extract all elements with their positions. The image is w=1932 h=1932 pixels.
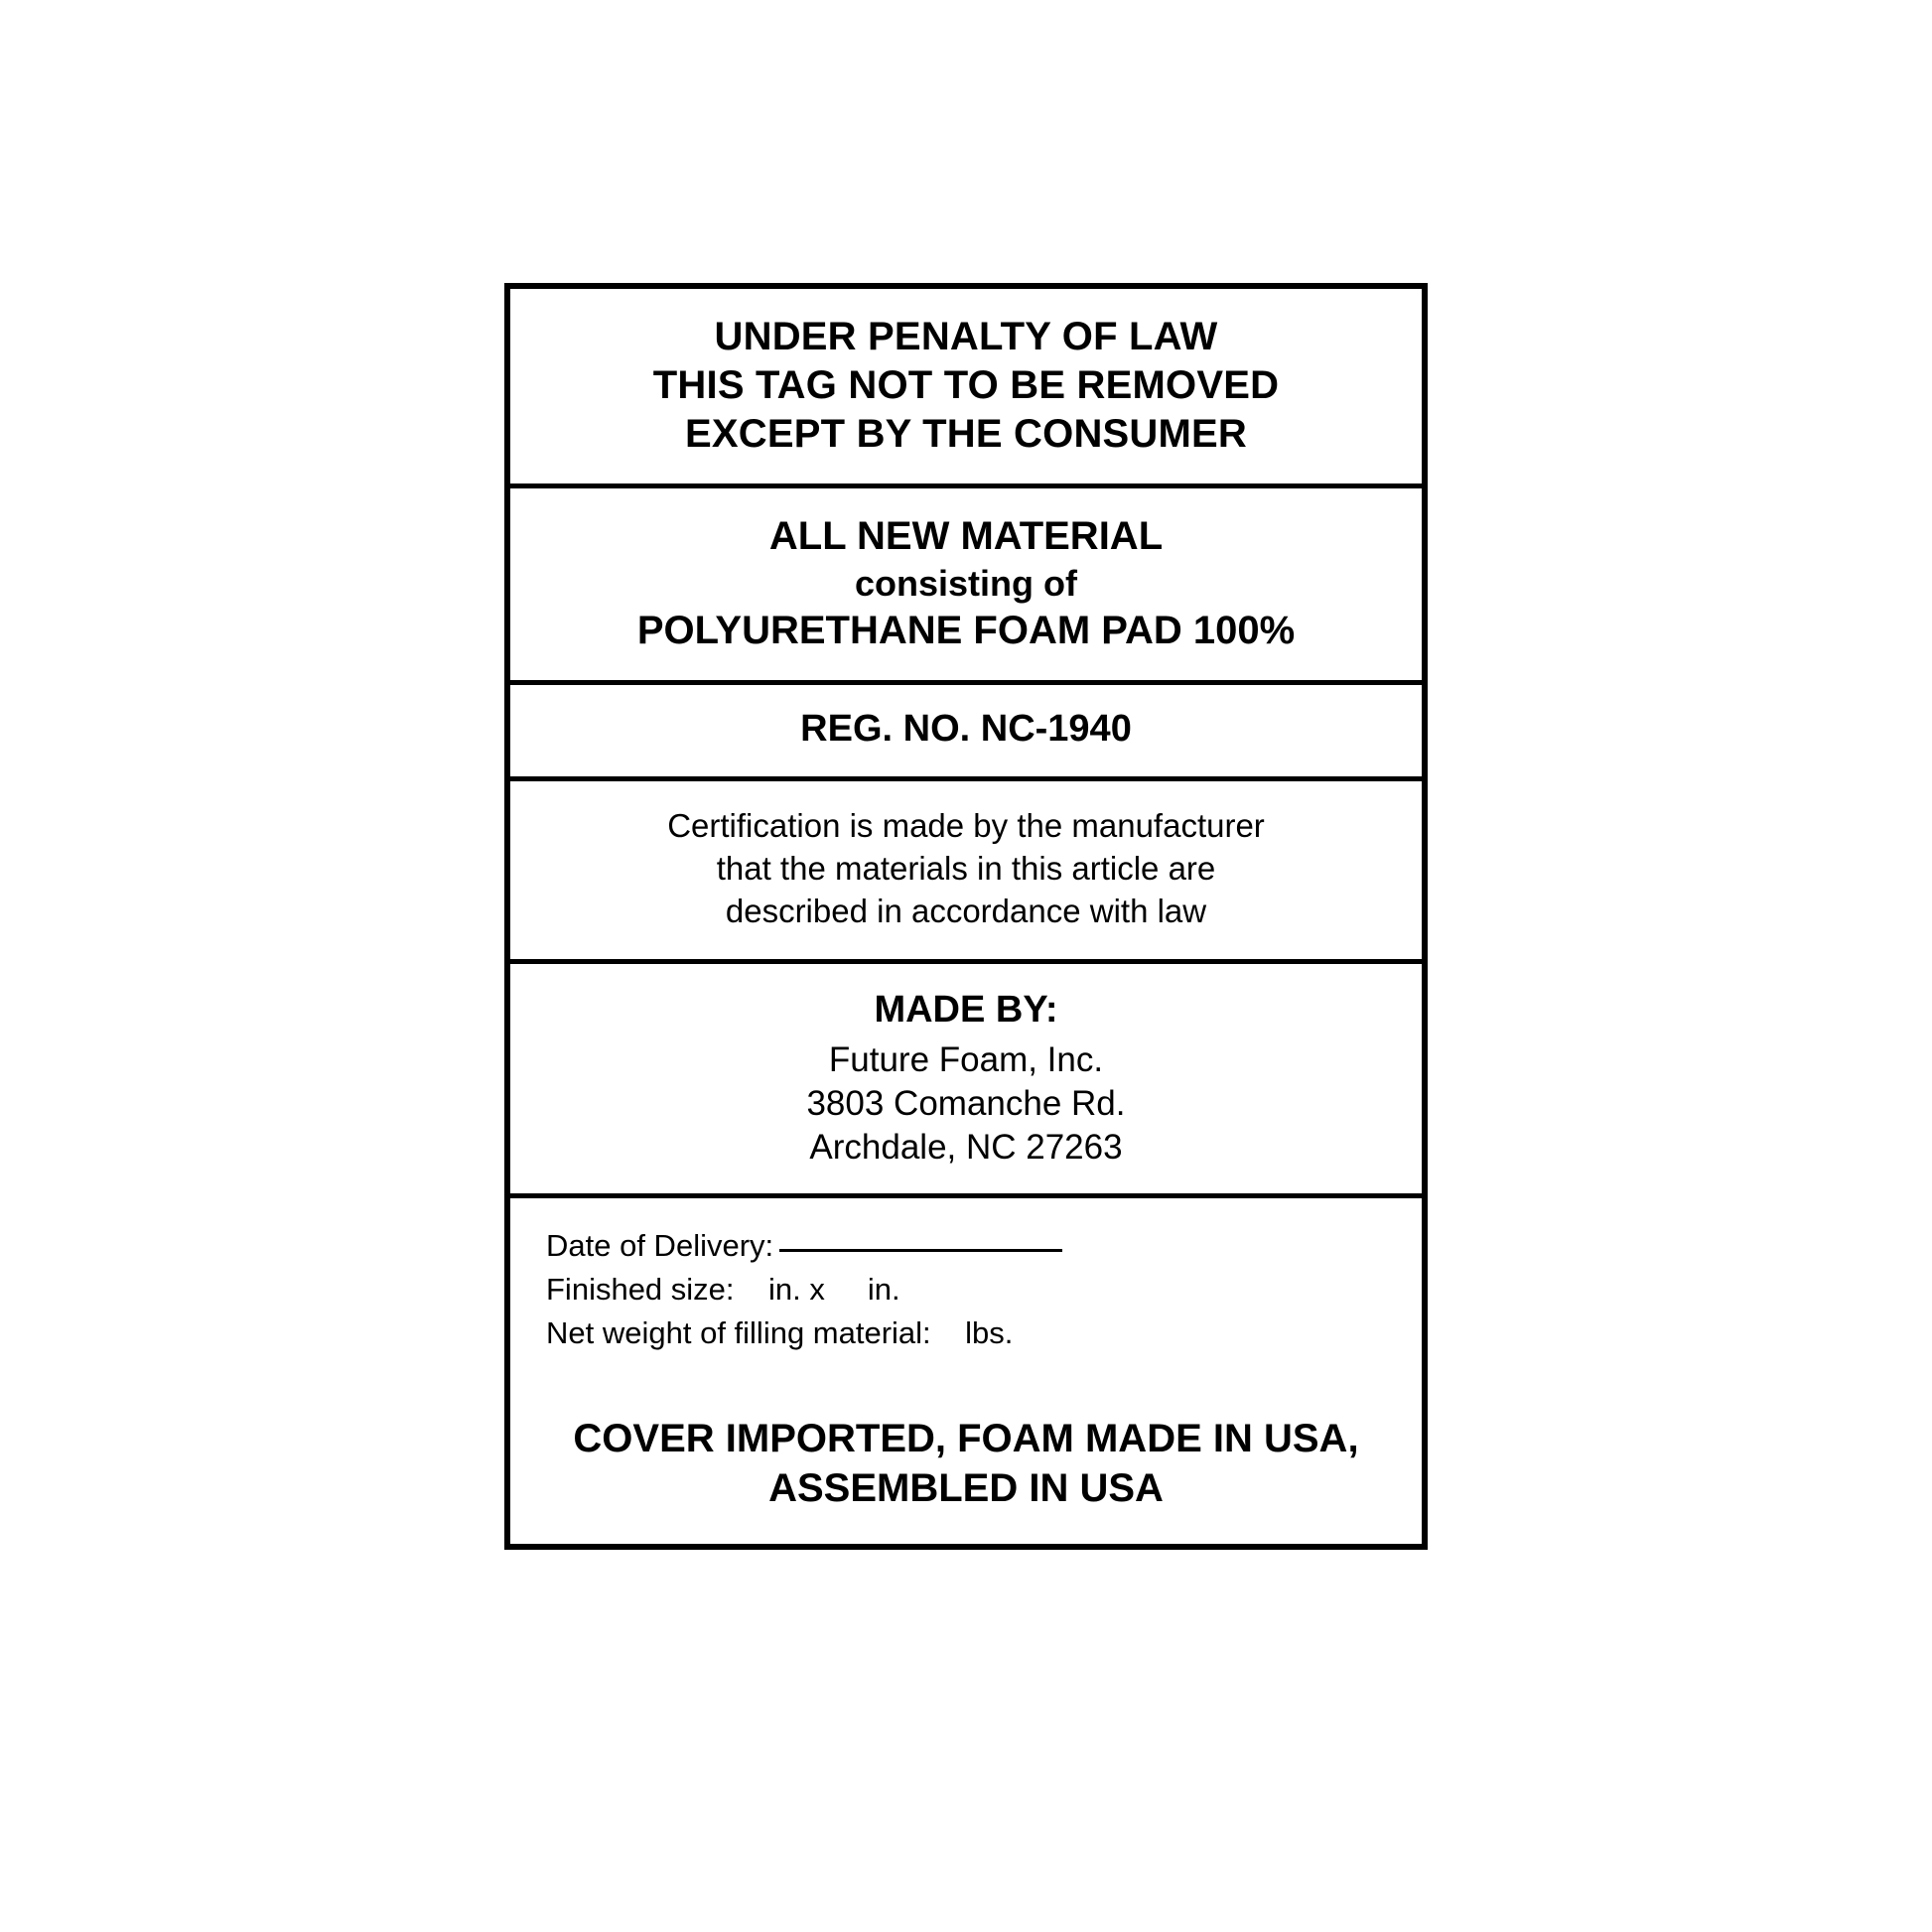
registration-number: REG. NO. NC-1940	[800, 708, 1132, 751]
material-composition: POLYURETHANE FOAM PAD 100%	[636, 608, 1296, 652]
finished-size-value[interactable]: in. x in.	[734, 1272, 900, 1308]
penalty-line-2: THIS TAG NOT TO BE REMOVED	[652, 362, 1280, 407]
finished-size-row	[510, 1268, 1422, 1311]
net-weight-label: Net weight of filling material:	[546, 1315, 931, 1351]
date-of-delivery-row	[510, 1224, 1422, 1268]
manufacturer-name: Future Foam, Inc.	[828, 1040, 1104, 1079]
net-weight-row	[510, 1311, 1422, 1355]
origin-statement	[510, 1415, 1422, 1513]
material-heading: ALL NEW MATERIAL	[768, 514, 1164, 559]
registration-section	[510, 685, 1422, 781]
certification-line-3: described in accordance with law	[725, 892, 1207, 929]
made-by-heading: MADE BY:	[874, 988, 1058, 1031]
material-consisting-of: consisting of	[855, 563, 1077, 605]
date-of-delivery-label: Date of Delivery:	[546, 1228, 774, 1264]
finished-size-label: Finished size:	[546, 1272, 735, 1308]
certification-section	[510, 781, 1422, 964]
made-by-section	[510, 964, 1422, 1199]
manufacturer-city-state-zip: Archdale, NC 27263	[809, 1128, 1123, 1168]
fill-in-fields-section	[510, 1198, 1422, 1543]
date-of-delivery-input[interactable]	[779, 1249, 1062, 1252]
manufacturer-street: 3803 Comanche Rd.	[806, 1084, 1126, 1124]
penalty-line-1: UNDER PENALTY OF LAW	[714, 315, 1218, 358]
certification-line-1: Certification is made by the manufacturer	[667, 806, 1265, 844]
material-section	[510, 488, 1422, 685]
origin-line-2: ASSEMBLED IN USA	[768, 1465, 1164, 1510]
net-weight-value[interactable]: lbs.	[930, 1315, 1014, 1351]
law-label-tag	[504, 283, 1428, 1550]
origin-line-1: COVER IMPORTED, FOAM MADE IN USA,	[573, 1417, 1359, 1461]
certification-line-2: that the materials in this article are	[716, 849, 1216, 887]
penalty-section	[510, 289, 1422, 488]
penalty-line-3: EXCEPT BY THE CONSUMER	[685, 411, 1247, 456]
